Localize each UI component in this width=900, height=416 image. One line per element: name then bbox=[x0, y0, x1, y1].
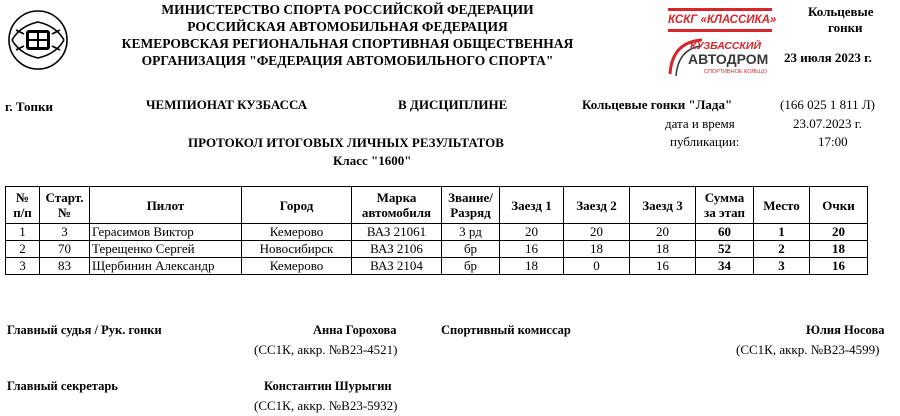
cell-num: 2 bbox=[6, 241, 40, 258]
protocol-title: ПРОТОКОЛ ИТОГОВЫХ ЛИЧНЫХ РЕЗУЛЬТАТОВ bbox=[188, 135, 504, 150]
cell-pilot: Терещенко Сергей bbox=[90, 241, 242, 258]
cell-rank: бр bbox=[442, 258, 500, 275]
cell-race2: 0 bbox=[564, 258, 630, 275]
class-label: Класс "1600" bbox=[333, 153, 412, 168]
col-header-race1: Заезд 1 bbox=[500, 187, 564, 224]
kuzbass-logo-line2: АВТОДРОМ bbox=[688, 51, 769, 67]
kuzbass-logo-line1: КУЗБАССКИЙ bbox=[690, 40, 761, 52]
kskg-logo-text: КСКГ «КЛАССИКА» bbox=[668, 14, 777, 26]
cell-city: Кемерово bbox=[242, 258, 352, 275]
table-row bbox=[6, 241, 868, 258]
secretary-label: Главный секретарь bbox=[7, 379, 118, 393]
cell-rank: бр bbox=[442, 241, 500, 258]
cell-num: 3 bbox=[6, 258, 40, 275]
kuzbass-logo-line3: СПОРТИВНОЕ КОЛЬЦО bbox=[704, 69, 767, 75]
judge-cert: (СС1К, аккр. №В23-4521) bbox=[254, 342, 398, 357]
cell-num: 1 bbox=[6, 224, 40, 241]
cell-city: Кемерово bbox=[242, 224, 352, 241]
cell-start: 83 bbox=[40, 258, 90, 275]
table-row bbox=[6, 224, 868, 241]
col-header-pilot: Пилот bbox=[90, 187, 242, 224]
cell-sum: 34 bbox=[696, 258, 754, 275]
cell-place: 3 bbox=[754, 258, 810, 275]
commissioner-cert: (СС1К, аккр. №В23-4599) bbox=[736, 342, 880, 357]
col-header-car: Марка автомобиля bbox=[352, 187, 442, 224]
cell-points: 18 bbox=[810, 241, 868, 258]
event-type-line2: гонки bbox=[828, 20, 863, 35]
col-header-num: № п/п bbox=[6, 187, 40, 224]
header-line-2: РОССИЙСКАЯ АВТОМОБИЛЬНАЯ ФЕДЕРАЦИЯ bbox=[187, 19, 508, 34]
col-header-points: Очки bbox=[810, 187, 868, 224]
publication-label-1: дата и время bbox=[665, 116, 735, 131]
col-header-race3: Заезд 3 bbox=[630, 187, 696, 224]
cell-race1: 20 bbox=[500, 224, 564, 241]
publication-time: 17:00 bbox=[818, 134, 848, 149]
col-header-city: Город bbox=[242, 187, 352, 224]
cell-race3: 16 bbox=[630, 258, 696, 275]
federation-emblem-icon bbox=[6, 8, 70, 72]
cell-rank: 3 рд bbox=[442, 224, 500, 241]
cell-sum: 60 bbox=[696, 224, 754, 241]
kskg-klassika-logo bbox=[668, 8, 777, 32]
secretary-cert: (СС1К, аккр. №В23-5932) bbox=[254, 398, 398, 413]
cell-pilot: Герасимов Виктор bbox=[90, 224, 242, 241]
col-header-rank: Звание/ Разряд bbox=[442, 187, 500, 224]
cell-race2: 20 bbox=[564, 224, 630, 241]
commissioner-label: Спортивный комиссар bbox=[441, 323, 571, 337]
organization-header bbox=[70, 1, 625, 69]
commissioner-name: Юлия Носова bbox=[806, 323, 885, 337]
discipline-label: В ДИСЦИПЛИНЕ bbox=[398, 97, 508, 112]
table-header-row bbox=[6, 187, 868, 224]
publication-label-2: публикации: bbox=[670, 134, 740, 149]
cell-car: ВАЗ 2104 bbox=[352, 258, 442, 275]
cell-car: ВАЗ 21061 bbox=[352, 224, 442, 241]
city: г. Топки bbox=[5, 99, 53, 114]
col-header-place: Место bbox=[754, 187, 810, 224]
event-type-line1: Кольцевые bbox=[808, 4, 874, 19]
col-header-sum: Сумма за этап bbox=[696, 187, 754, 224]
cell-sum: 52 bbox=[696, 241, 754, 258]
header-line-4: ОРГАНИЗАЦИЯ "ФЕДЕРАЦИЯ АВТОМОБИЛЬНОГО СПОРТА" bbox=[141, 53, 554, 68]
cell-start: 70 bbox=[40, 241, 90, 258]
col-header-start: Старт. № bbox=[40, 187, 90, 224]
cell-place: 1 bbox=[754, 224, 810, 241]
cell-race1: 16 bbox=[500, 241, 564, 258]
cell-pilot: Щербинин Александр bbox=[90, 258, 242, 275]
cell-race2: 18 bbox=[564, 241, 630, 258]
table-row bbox=[6, 258, 868, 275]
championship: ЧЕМПИОНАТ КУЗБАССА bbox=[146, 97, 308, 112]
cell-points: 16 bbox=[810, 258, 868, 275]
cell-points: 20 bbox=[810, 224, 868, 241]
event-date: 23 июля 2023 г. bbox=[784, 50, 872, 65]
discipline-code: (166 025 1 811 Л) bbox=[780, 97, 875, 112]
cell-start: 3 bbox=[40, 224, 90, 241]
cell-place: 2 bbox=[754, 241, 810, 258]
discipline: Кольцевые гонки "Лада" bbox=[582, 97, 733, 112]
judge-name: Анна Горохова bbox=[313, 323, 397, 337]
cell-race3: 20 bbox=[630, 224, 696, 241]
kuzbass-avtodrom-logo bbox=[668, 36, 772, 80]
secretary-name: Константин Шурыгин bbox=[264, 379, 392, 393]
cell-race1: 18 bbox=[500, 258, 564, 275]
cell-city: Новосибирск bbox=[242, 241, 352, 258]
results-table bbox=[5, 186, 868, 275]
judge-label: Главный судья / Рук. гонки bbox=[7, 323, 162, 337]
cell-car: ВАЗ 2106 bbox=[352, 241, 442, 258]
header-line-1: МИНИСТЕРСТВО СПОРТА РОССИЙСКОЙ ФЕДЕРАЦИИ bbox=[161, 2, 534, 17]
publication-date: 23.07.2023 г. bbox=[793, 116, 862, 131]
cell-race3: 18 bbox=[630, 241, 696, 258]
col-header-race2: Заезд 2 bbox=[564, 187, 630, 224]
header-line-3: КЕМЕРОВСКАЯ РЕГИОНАЛЬНАЯ СПОРТИВНАЯ ОБЩЕСТВЕННАЯ bbox=[121, 36, 574, 51]
